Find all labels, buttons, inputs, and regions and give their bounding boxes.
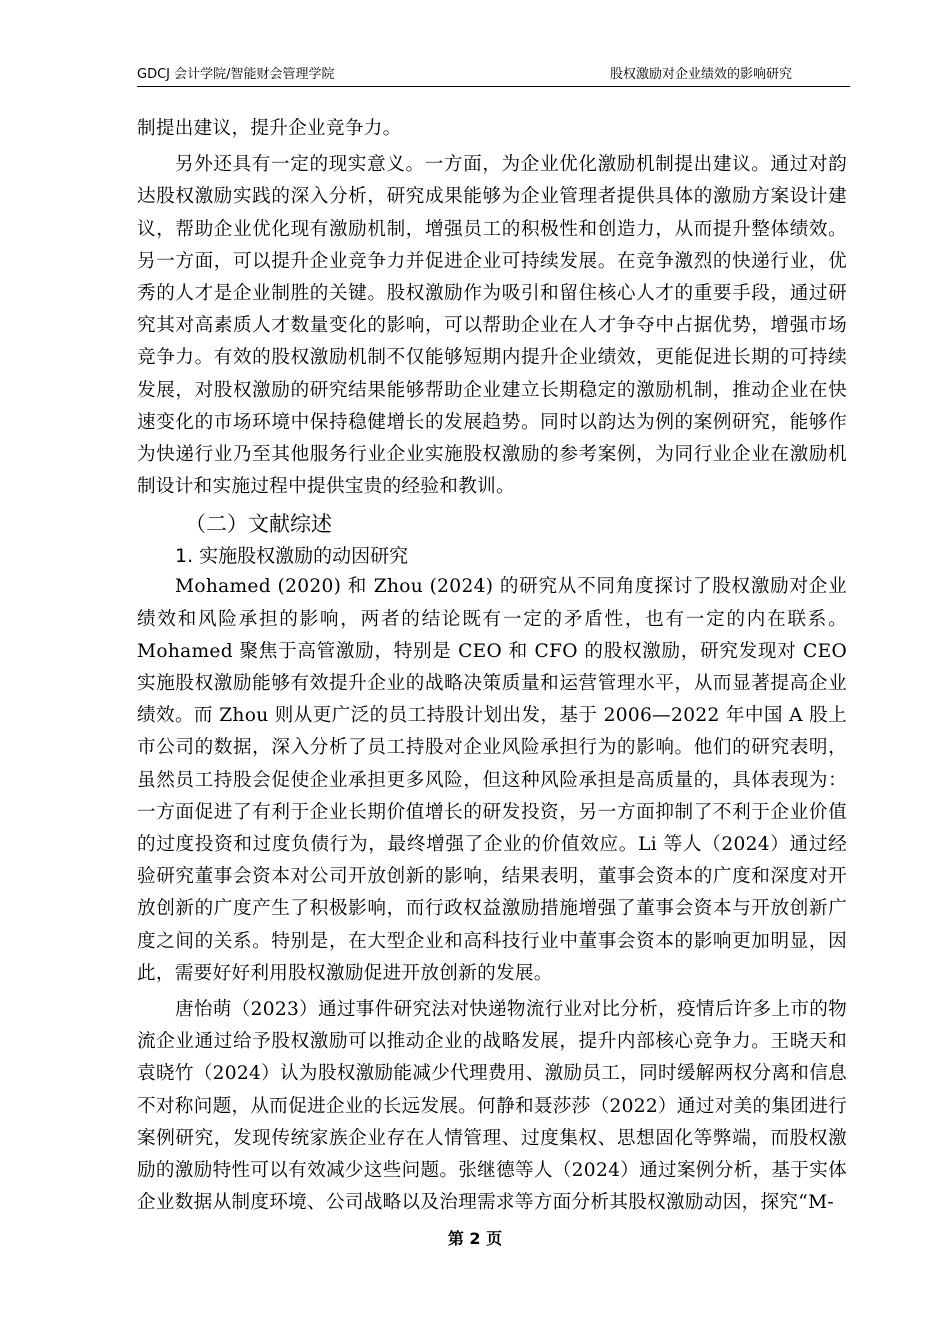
- subsection-heading: 1. 实施股权激励的动因研究: [175, 545, 409, 568]
- page-body: [137, 113, 847, 1220]
- page-number: 第 2 页: [447, 1229, 503, 1248]
- paragraph-practical-significance: 另外还具有一定的现实意义。一方面，为企业优化激励机制提出建议。通过对韵达股权激励实践的深入分析，研究成果能够为企业管理者提供具体的激励方案设计建议，帮助企业优化现有激励机制，增强员工的积极性和创造力，从而提升整体绩效。另一方面，可以提升企业竞争力并促进企业可持续发展。在竞争激烈的快递行业，优秀的人才是企业制胜的关键。股权激励作为吸引和留住核心人才的重要手段，通过研究其对高素质人才数量变化的影响，可以帮助企业在人才争夺中占据优势，增强市场竞争力。有效的股权激励机制不仅能够短期内提升企业绩效，更能促进长期的可持续发展，对股权激励的研究结果能够帮助企业建立长期稳定的激励机制，推动企业在快速变化的市场环境中保持稳健增长的发展趋势。同时以韵达为例的案例研究，能够作为快递行业乃至其他服务行业企业实施股权激励的参考案例，为同行业企业在激励机制设计和实施过程中提供宝贵的经验和教训。: [137, 154, 847, 498]
- header-paper-title: 股权激励对企业绩效的影响研究: [609, 67, 792, 82]
- paragraph-continuation: 制提出建议，提升企业竞争力。: [137, 118, 402, 139]
- paragraph-literature-1: Mohamed (2020) 和 Zhou (2024) 的研究从不同角度探讨了股权激励对企业绩效和风险承担的影响，两者的结论既有一定的矛盾性，也有一定的内在联系。Mohamed 聚焦于高管激励，特别是 CEO 和 CFO 的股权激励，研究发现对 CEO 实施股权激励能够有效提升企业的战略决策质量和运营管理水平，从而显著提高企业绩效。而 Zhou 则从更广泛的员工持股计划出发，基于 2006—2022 年中国 A 股上市公司的数据，深入分析了员工持股对企业风险承担行为的影响。他们的研究表明，虽然员工持股会促使企业承担更多风险，但这种风险承担是高质量的，具体表现为：一方面促进了有利于企业长期价值增长的研发投资，另一方面抑制了不利于企业价值的过度投资和过度负债行为，最终增强了企业的价值效应。Li 等人（2024）通过经验研究董事会资本对公司开放创新的影响，结果表明，董事会资本的广度和深度对开放创新的广度产生了积极影响，而行政权益激励措施增强了董事会资本与开放创新广度之间的关系。特别是，在大型企业和高科技行业中董事会资本的影响更加明显，因此，需要好好利用股权激励促进开放创新的发展。: [137, 576, 847, 984]
- paragraph-literature-2: 唐怡萌（2023）通过事件研究法对快递物流行业对比分析，疫情后许多上市的物流企业通过给予股权激励可以推动企业的战略发展，提升内部核心竞争力。王晓天和袁晓竹（2024）认为股权激励能减少代理费用、激励员工，同时缓解两权分离和信息不对称问题，从而促进企业的长远发展。何静和聂莎莎（2022）通过对美的集团进行案例研究，发现传统家族企业存在人情管理、过度集权、思想固化等弊端，而股权激励的激励特性可以有效减少这些问题。张继德等人（2024）通过案例分析，基于实体企业数据从制度环境、公司战略以及治理需求等方面分析其股权激励动因，探究“M-: [137, 999, 848, 1214]
- header-institution: GDCJ 会计学院/智能财会管理学院: [137, 67, 335, 82]
- page-header: [137, 66, 850, 87]
- section-heading: （二）文献综述: [185, 512, 332, 537]
